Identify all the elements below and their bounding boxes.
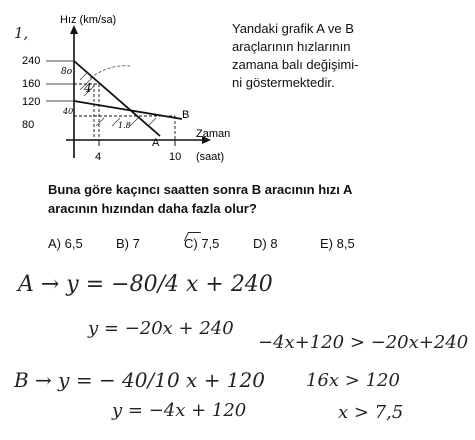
solution-inequality-3: x > 7,5 (338, 402, 404, 423)
y-tick-160: 160 (22, 78, 41, 90)
graph-description (232, 20, 367, 92)
question-line: aracının hızından daha fazla olur? (48, 201, 257, 216)
solution-inequality-1: −4x+120 > −20x+240 (258, 332, 469, 353)
choice-c[interactable]: C) 7,5 (184, 236, 220, 251)
annotation-1-8: 1.8 (118, 121, 131, 130)
y-tick-120: 120 (22, 96, 41, 108)
series-a-line (74, 61, 160, 136)
speed-time-graph (0, 0, 230, 175)
annotation-8o: 8o (61, 67, 73, 77)
choice-b[interactable]: B) 7 (116, 236, 140, 251)
y-tick-80: 80 (22, 119, 35, 131)
choice-d[interactable]: D) 8 (253, 236, 278, 251)
y-tick-240: 240 (22, 55, 41, 67)
x-tick-4: 4 (95, 151, 102, 163)
description-line: Yandaki grafik A ve B (232, 21, 354, 36)
solution-line-b2: y = −4x + 120 (112, 400, 247, 421)
question-line: Buna göre kaçıncı saatten sonra B aracının hızı A (48, 182, 353, 197)
choice-a[interactable]: A) 6,5 (48, 236, 83, 251)
solution-line-a2: y = −20x + 240 (88, 318, 234, 339)
choice-e[interactable]: E) 8,5 (320, 236, 355, 251)
description-line: araçlarının hızlarının (232, 39, 351, 54)
description-line: zamana balı değişimi- (232, 57, 359, 72)
solution-line-a1: A → y = −80/4 x + 240 (18, 272, 273, 297)
y-axis-label: Hız (km/sa) (60, 14, 117, 26)
solution-line-b1: B → y = − 40/10 x + 120 (14, 368, 265, 392)
description-line: ni göstermektedir. (232, 75, 335, 90)
annotation-4: 4 (84, 81, 92, 95)
y-axis-arrow (70, 25, 78, 34)
x-tick-10: 10 (169, 151, 182, 163)
x-axis-unit: (saat) (196, 151, 225, 163)
series-a-label: A (152, 137, 160, 149)
annotation-40: 40 (63, 107, 74, 116)
question-text (48, 180, 378, 218)
problem-number: 1, (14, 24, 29, 42)
series-b-label: B (182, 109, 190, 121)
x-axis-label: Zaman (196, 128, 230, 140)
solution-inequality-2: 16x > 120 (306, 370, 400, 391)
